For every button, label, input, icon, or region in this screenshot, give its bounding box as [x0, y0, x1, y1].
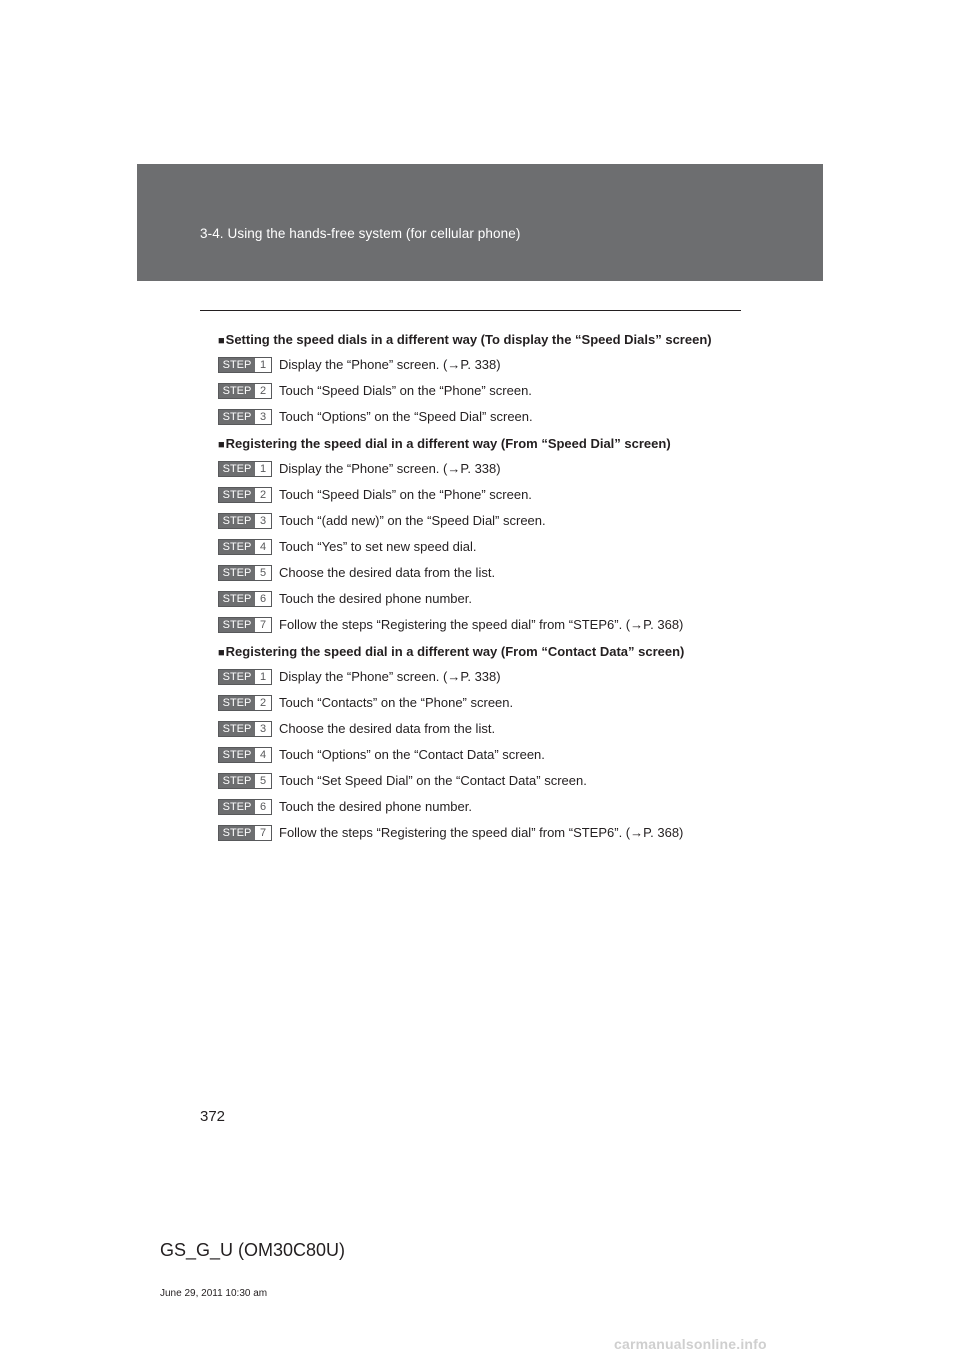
- step-badge: [218, 591, 272, 607]
- step-text: Touch “Set Speed Dial” on the “Contact Data” screen.: [279, 773, 587, 788]
- step-badge-number: 6: [255, 800, 271, 814]
- step-badge-label: STEP: [219, 514, 255, 528]
- step-text: Touch “(add new)” on the “Speed Dial” screen.: [279, 513, 546, 528]
- step-badge-label: STEP: [219, 618, 255, 632]
- square-bullet-icon: ■: [218, 439, 225, 451]
- step-text: Touch the desired phone number.: [279, 591, 472, 606]
- section-heading: [218, 330, 758, 356]
- step-text: Touch “Speed Dials” on the “Phone” screen.: [279, 487, 532, 502]
- step-text: Follow the steps “Registering the speed dial” from “STEP6”. (→P. 368): [279, 617, 684, 632]
- step-badge-label: STEP: [219, 540, 255, 554]
- step-row: [218, 538, 758, 564]
- section-title: 3-4. Using the hands-free system (for cellular phone): [200, 226, 521, 241]
- step-text: Touch “Contacts” on the “Phone” screen.: [279, 695, 514, 710]
- step-row: [218, 798, 758, 824]
- step-badge-number: 3: [255, 722, 271, 736]
- step-badge-label: STEP: [219, 592, 255, 606]
- step-row: [218, 382, 758, 408]
- step-row: [218, 460, 758, 486]
- step-row: [218, 668, 758, 694]
- step-badge-number: 4: [255, 540, 271, 554]
- step-badge: [218, 513, 272, 529]
- step-badge: [218, 773, 272, 789]
- step-badge-number: 2: [255, 696, 271, 710]
- step-badge-label: STEP: [219, 410, 255, 424]
- step-badge: [218, 383, 272, 399]
- step-badge: [218, 669, 272, 685]
- step-row: [218, 746, 758, 772]
- step-badge-label: STEP: [219, 670, 255, 684]
- header-band: [137, 164, 823, 281]
- step-badge-number: 3: [255, 514, 271, 528]
- step-badge-number: 1: [255, 462, 271, 476]
- step-row: [218, 616, 758, 642]
- step-badge: [218, 357, 272, 373]
- step-badge-number: 2: [255, 488, 271, 502]
- step-row: [218, 694, 758, 720]
- step-badge-number: 5: [255, 774, 271, 788]
- step-badge-number: 3: [255, 410, 271, 424]
- step-badge-number: 2: [255, 384, 271, 398]
- document-code: GS_G_U (OM30C80U): [160, 1240, 346, 1260]
- step-text: Display the “Phone” screen. (→P. 338): [279, 357, 501, 372]
- step-badge: [218, 747, 272, 763]
- step-badge: [218, 565, 272, 581]
- step-badge: [218, 617, 272, 633]
- step-row: [218, 564, 758, 590]
- document-date: June 29, 2011 10:30 am: [160, 1288, 268, 1299]
- step-badge-label: STEP: [219, 748, 255, 762]
- step-text: Display the “Phone” screen. (→P. 338): [279, 669, 501, 684]
- step-text: Touch “Options” on the “Speed Dial” screen.: [279, 409, 533, 424]
- step-text: Touch “Speed Dials” on the “Phone” screen.: [279, 383, 532, 398]
- step-row: [218, 720, 758, 746]
- step-badge-label: STEP: [219, 826, 255, 840]
- step-badge: [218, 461, 272, 477]
- step-row: [218, 356, 758, 382]
- section-heading-text: Registering the speed dial in a different way (From “Contact Data” screen): [225, 644, 685, 659]
- step-row: [218, 590, 758, 616]
- step-text: Choose the desired data from the list.: [279, 565, 496, 580]
- step-badge-label: STEP: [219, 488, 255, 502]
- step-badge-number: 5: [255, 566, 271, 580]
- section-heading: [218, 642, 758, 668]
- step-row: [218, 408, 758, 434]
- step-text: Follow the steps “Registering the speed dial” from “STEP6”. (→P. 368): [279, 825, 684, 840]
- step-badge: [218, 721, 272, 737]
- step-row: [218, 772, 758, 798]
- step-row: [218, 824, 758, 850]
- header-rule: [200, 310, 741, 311]
- step-badge: [218, 825, 272, 841]
- section-heading-text: Registering the speed dial in a different way (From “Speed Dial” screen): [225, 436, 671, 451]
- step-badge-number: 4: [255, 748, 271, 762]
- step-badge-label: STEP: [219, 566, 255, 580]
- step-badge-number: 1: [255, 670, 271, 684]
- section-heading: [218, 434, 758, 460]
- step-badge-number: 7: [255, 826, 271, 840]
- step-badge-label: STEP: [219, 696, 255, 710]
- step-badge: [218, 799, 272, 815]
- step-badge: [218, 539, 272, 555]
- square-bullet-icon: ■: [218, 335, 225, 347]
- step-badge-label: STEP: [219, 800, 255, 814]
- step-row: [218, 512, 758, 538]
- step-text: Display the “Phone” screen. (→P. 338): [279, 461, 501, 476]
- section-heading-text: Setting the speed dials in a different way (To display the “Speed Dials” screen): [225, 332, 712, 347]
- step-row: [218, 486, 758, 512]
- step-badge-number: 1: [255, 358, 271, 372]
- step-badge-label: STEP: [219, 462, 255, 476]
- step-badge-label: STEP: [219, 774, 255, 788]
- step-badge-label: STEP: [219, 722, 255, 736]
- square-bullet-icon: ■: [218, 647, 225, 659]
- step-badge-label: STEP: [219, 358, 255, 372]
- page-number: 372: [200, 1108, 226, 1125]
- step-badge: [218, 409, 272, 425]
- step-badge: [218, 695, 272, 711]
- step-badge-number: 7: [255, 618, 271, 632]
- step-text: Touch the desired phone number.: [279, 799, 472, 814]
- step-badge-number: 6: [255, 592, 271, 606]
- step-badge-label: STEP: [219, 384, 255, 398]
- step-text: Touch “Options” on the “Contact Data” screen.: [279, 747, 545, 762]
- step-text: Choose the desired data from the list.: [279, 721, 496, 736]
- watermark: carmanualsonline.info: [614, 1336, 767, 1352]
- instructions-content: [218, 330, 758, 850]
- step-badge: [218, 487, 272, 503]
- step-text: Touch “Yes” to set new speed dial.: [279, 539, 477, 554]
